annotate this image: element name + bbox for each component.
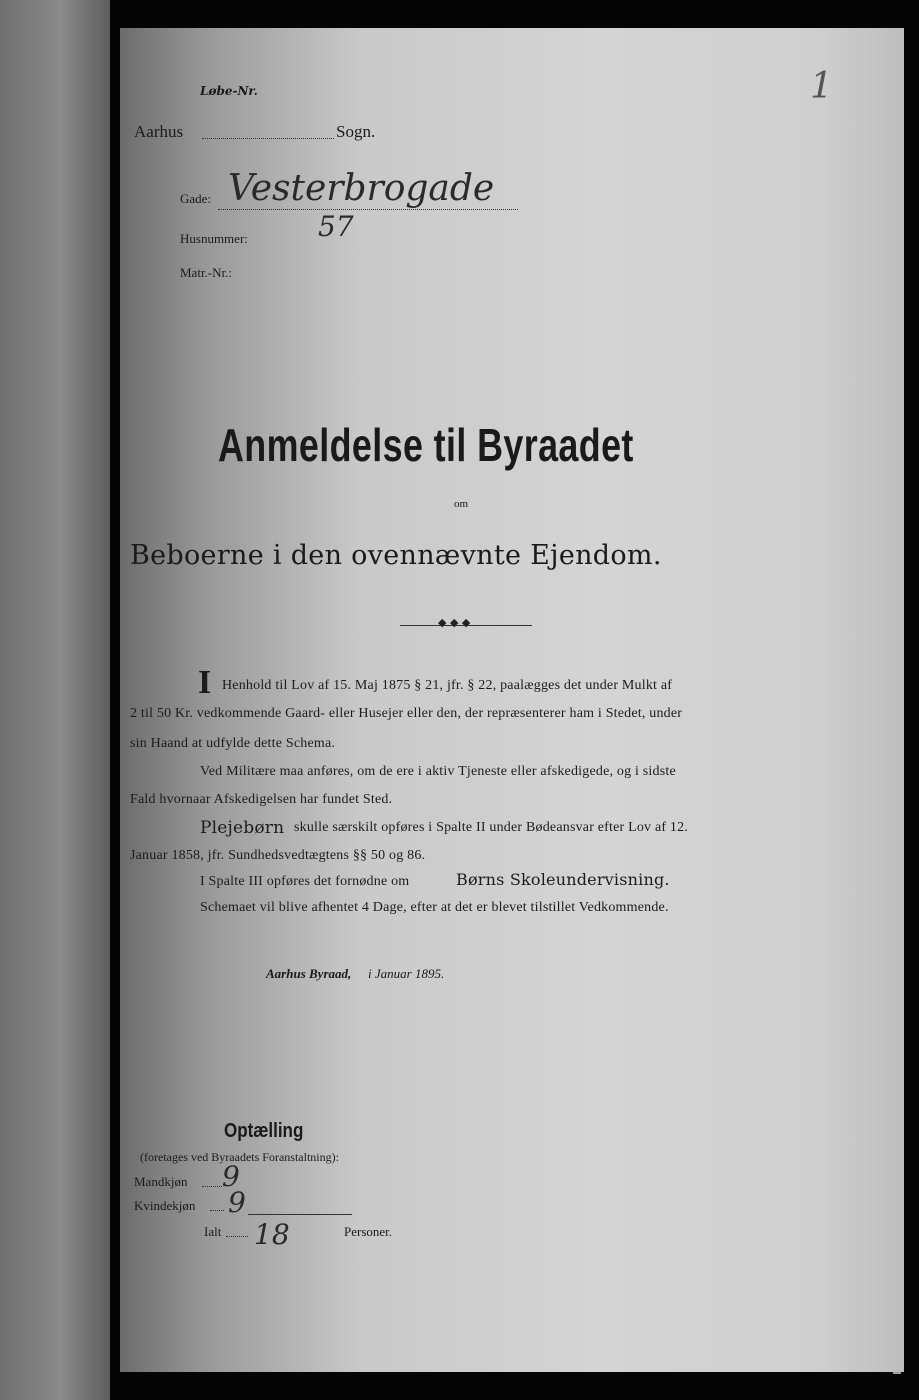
left-page-edge [0,0,110,1400]
document-page [120,28,904,1372]
body-line-3: sin Haand at udfylde dette Schema. [130,736,336,751]
matr-label: Matr.-Nr.: [180,265,232,280]
body-line-4: Ved Militære maa anføres, om de ere i aktiv Tjeneste eller afskedigede, og i sidste [200,764,676,779]
kvindekjon-dots [210,1210,224,1211]
mandkjon-label: Mandkjøn [134,1174,188,1189]
mandkjon-value: 9 [222,1160,240,1193]
ialt-value: 18 [254,1218,290,1251]
skole-label: Børns Skoleundervisning. [456,870,670,889]
ialt-label: Ialt [204,1224,222,1239]
dropcap: I [198,664,212,701]
ornament-diamonds: ◆ ◆ ◆ [438,616,471,629]
sum-rule [248,1214,352,1215]
lobe-nr-label: Løbe-Nr. [200,84,258,98]
body-line-9: Schemaet vil blive afhentet 4 Dage, efter at det er blevet tilstillet Vedkommende. [200,900,669,915]
count-subtitle: (foretages ved Byraadets Foranstaltning): [140,1150,339,1164]
body-line-1: Henhold til Lov af 15. Maj 1875 § 21, jfr. § 22, paalægges det under Mulkt af [222,678,673,693]
gade-fill-line [218,209,518,210]
husnummer-value: 57 [318,210,354,243]
aarhus-label: Aarhus [134,122,184,141]
main-title: Anmeldelse til Byraadet [218,419,634,471]
gade-value: Vesterbrogade [228,168,495,209]
om-label: om [454,498,469,510]
plejeborn-label: Plejebørn [200,818,285,838]
body-line-8: I Spalte III opføres det fornødne om [200,874,410,889]
signature-bold: Aarhus Byraad, [266,966,352,981]
body-line-2: 2 til 50 Kr. vedkommende Gaard- eller Husejer eller den, der repræsenterer ham i Stedet, under [130,706,683,721]
kvindekjon-value: 9 [228,1186,246,1219]
count-title: Optælling [224,1120,304,1142]
sogn-label: Sogn. [336,122,376,141]
gade-label: Gade: [180,191,212,206]
personer-label: Personer. [344,1224,393,1239]
page-number: 1 [810,66,833,107]
signature-rest: i Januar 1895. [368,966,445,981]
bleed-through-text [640,258,646,282]
subtitle: Beboerne i den ovennævnte Ejendom. [130,540,662,571]
husnummer-label: Husnummer: [180,231,248,246]
body-line-6: skulle særskilt opføres i Spalte II under Bødeansvar efter Lov af 12. [294,820,689,835]
mandkjon-dots [202,1186,222,1187]
body-line-5: Fald hvornaar Afskedigelsen har fundet Sted. [130,792,393,807]
sogn-fill-line [202,138,334,139]
body-line-7: Januar 1858, jfr. Sundhedsvedtægtens §§ 50 og 86. [130,848,426,863]
ialt-dots [226,1236,248,1237]
kvindekjon-label: Kvindekjøn [134,1198,196,1213]
